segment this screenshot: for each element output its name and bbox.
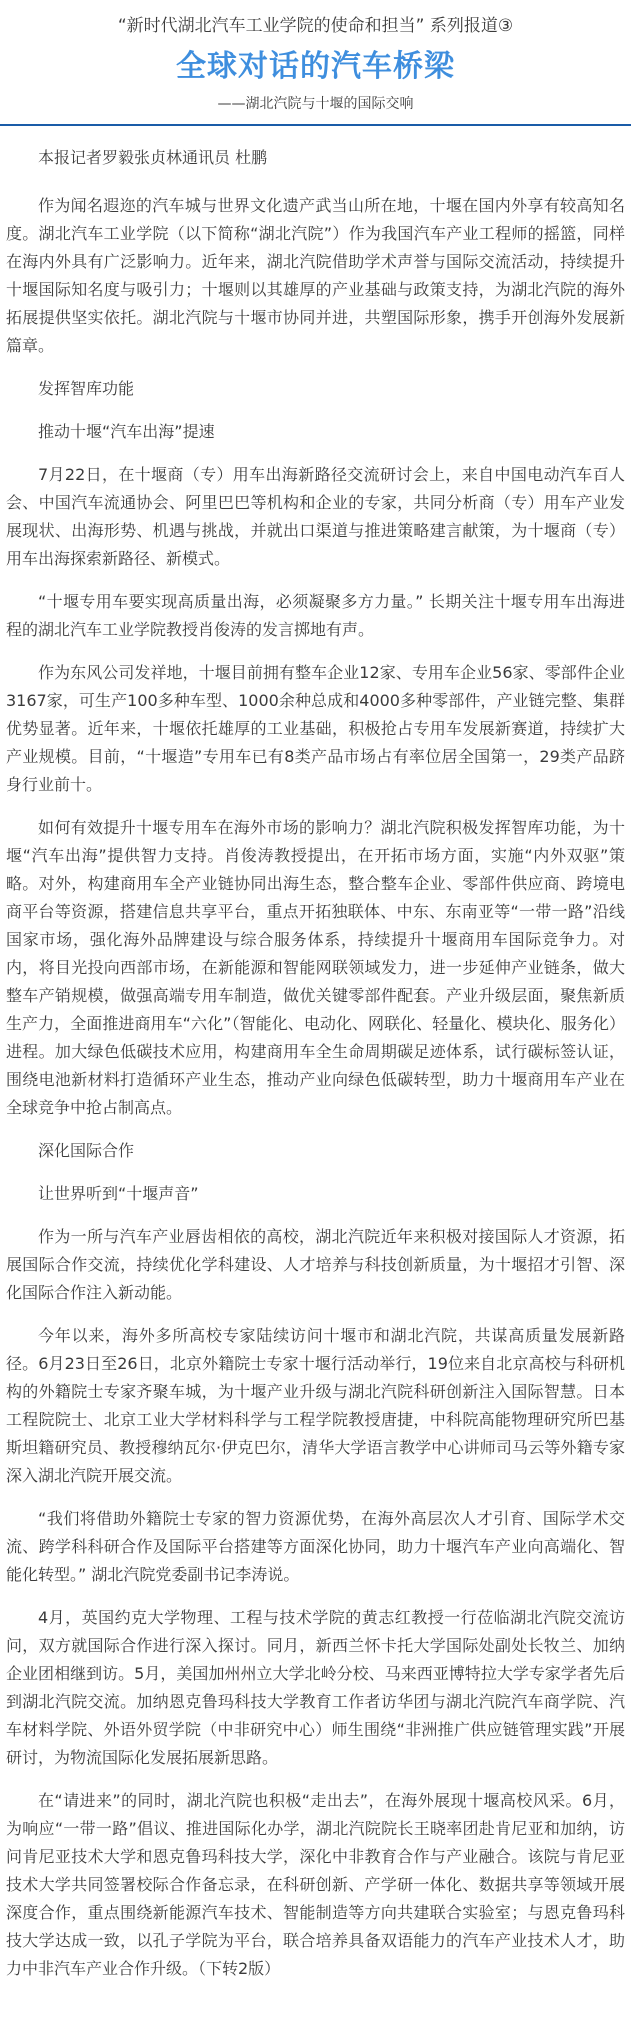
paragraph: “我们将借助外籍院士专家的智力资源优势，在海外高层次人才引育、国际学术交流、跨学科科研合作及国际平台搭建等方面深化协同，助力十堰汽车产业向高端化、智能化转型。” 湖北汽院党委副书记李涛说。 <box>6 1509 625 1584</box>
paragraph: 在“请进来”的同时，湖北汽院也积极“走出去”，在海外展现十堰高校风采。6月，为响应“一带一路”倡议、推进国际化办学，湖北汽院院长王晓率团赴肯尼亚和加纳，访问肯尼亚技术大学和恩克鲁玛科技大学，深化中非教育合作与产业融合。该院与肯尼亚技术大学共同签署校际合作备忘录，在科研创新、产学研一体化、数据共享等领域开展深度合作，重点围绕新能源汽车技术、智能制造等方向共建联合实验室；与恩克鲁玛科技大学达成一致，以孔子学院为平台，联合培养具备双语能力的汽车产业技术人才，助力中非汽车产业合作升级。（下转2版） <box>6 1791 625 1978</box>
paragraph: 今年以来，海外多所高校专家陆续访问十堰市和湖北汽院，共谋高质量发展新路径。6月23日至26日，北京外籍院士专家十堰行活动举行，19位来自北京高校与科研机构的外籍院士专家齐聚车城，为十堰产业升级与湖北汽院科研创新注入国际智慧。日本工程院院士、北京工业大学材料科学与工程学院教授唐捷，中科院高能物理研究所巴基斯坦籍研究员、教授穆纳瓦尔·伊克巴尔，清华大学语言教学中心讲师司马云等外籍专家深入湖北汽院开展交流。 <box>6 1326 625 1485</box>
byline: 本报记者罗毅张贞林通讯员 杜鹏 <box>38 148 268 167</box>
header-divider <box>0 124 631 126</box>
paragraph: 作为东风公司发祥地，十堰目前拥有整车企业12家、专用车企业56家、零部件企业3167家，可生产100多种车型、1000余种总成和4000多种零部件，产业链完整、集群优势显著。近年来，十堰依托雄厚的工业基础，积极抢占专用车发展新赛道，持续扩大产业规模。目前，“十堰造”专用车已有8类产品市场占有率位居全国第一，29类产品跻身行业前十。 <box>6 663 625 794</box>
article-title: 全球对话的汽车桥梁 <box>176 49 455 84</box>
paragraph: 4月，英国约克大学物理、工程与技术学院的黄志红教授一行莅临湖北汽院交流访问，双方就国际合作进行深入探讨。同月，新西兰怀卡托大学国际处副处长牧兰、加纳企业团相继到访。5月，美国加州州立大学北岭分校、马来西亚博特拉大学专家学者先后到湖北汽院交流。加纳恩克鲁玛科技大学教育工作者访华团与湖北汽院汽车商学院、汽车材料学院、外语外贸学院（中非研究中心）师生围绕“非洲推广供应链管理实践”开展研讨，为物流国际化发展拓展新思路。 <box>6 1608 625 1767</box>
paragraph: “十堰专用车要实现高质量出海，必须凝聚多方力量。” 长期关注十堰专用车出海进程的湖北汽车工业学院教授肖俊涛的发言掷地有声。 <box>6 592 625 639</box>
paragraph: 如何有效提升十堰专用车在海外市场的影响力？湖北汽院积极发挥智库功能，为十堰“汽车出海”提供智力支持。肖俊涛教授提出，在开拓市场方面，实施“内外双驱”策略。对外，构建商用车全产业链协同出海生态，整合整车企业、零部件供应商、跨境电商平台等资源，搭建信息共享平台，重点开拓独联体、中东、东南亚等“一带一路”沿线国家市场，强化海外品牌建设与综合服务体系，持续提升十堰商用车国际竞争力。对内，将目光投向西部市场，在新能源和智能网联领域发力，进一步延伸产业链条，做大整车产销规模，做强高端专用车制造，做优关键零部件配套。产业升级层面，聚焦新质生产力，全面推进商用车“六化”（智能化、电动化、网联化、轻量化、模块化、服务化）进程。加大绿色低碳技术应用，构建商用车全生命周期碳足迹体系，试行碳标签认证，围绕电池新材料打造循环产业生态，推动产业向绿色低碳转型，助力十堰商用车产业在全球竞争中抢占制高点。 <box>6 818 625 1117</box>
section-heading: 发挥智库功能 <box>38 379 135 398</box>
section-heading: 深化国际合作 <box>38 1141 135 1160</box>
article-subtitle: ——湖北汽院与十堰的国际交响 <box>217 96 414 112</box>
section-heading: 让世界听到“十堰声音” <box>38 1184 199 1203</box>
article-body <box>6 192 625 1983</box>
paragraph: 作为一所与汽车产业唇齿相依的高校，湖北汽院近年来积极对接国际人才资源，拓展国际合作交流，持续优化学科建设、人才培养与科技创新质量，为十堰招才引智、深化国际合作注入新动能。 <box>6 1227 625 1302</box>
paragraph: 作为闻名遐迩的汽车城与世界文化遗产武当山所在地，十堰在国内外享有较高知名度。湖北汽车工业学院（以下简称“湖北汽院”）作为我国汽车产业工程师的摇篮，同样在海内外具有广泛影响力。近年来，湖北汽院借助学术声誉与国际交流活动，持续提升十堰国际知名度与吸引力；十堰则以其雄厚的产业基础与政策支持，为湖北汽院的海外拓展提供坚实依托。湖北汽院与十堰市协同并进，共塑国际形象，携手开创海外发展新篇章。 <box>6 196 625 355</box>
series-label: “新时代湖北汽车工业学院的使命和担当” 系列报道③ <box>117 16 514 36</box>
section-heading: 推动十堰“汽车出海”提速 <box>38 422 215 441</box>
paragraph: 7月22日，在十堰商（专）用车出海新路径交流研讨会上，来自中国电动汽车百人会、中国汽车流通协会、阿里巴巴等机构和企业的专家，共同分析商（专）用车产业发展现状、出海形势、机遇与挑战，并就出口渠道与推进策略建言献策，为十堰商（专）用车出海探索新路径、新模式。 <box>6 465 625 568</box>
